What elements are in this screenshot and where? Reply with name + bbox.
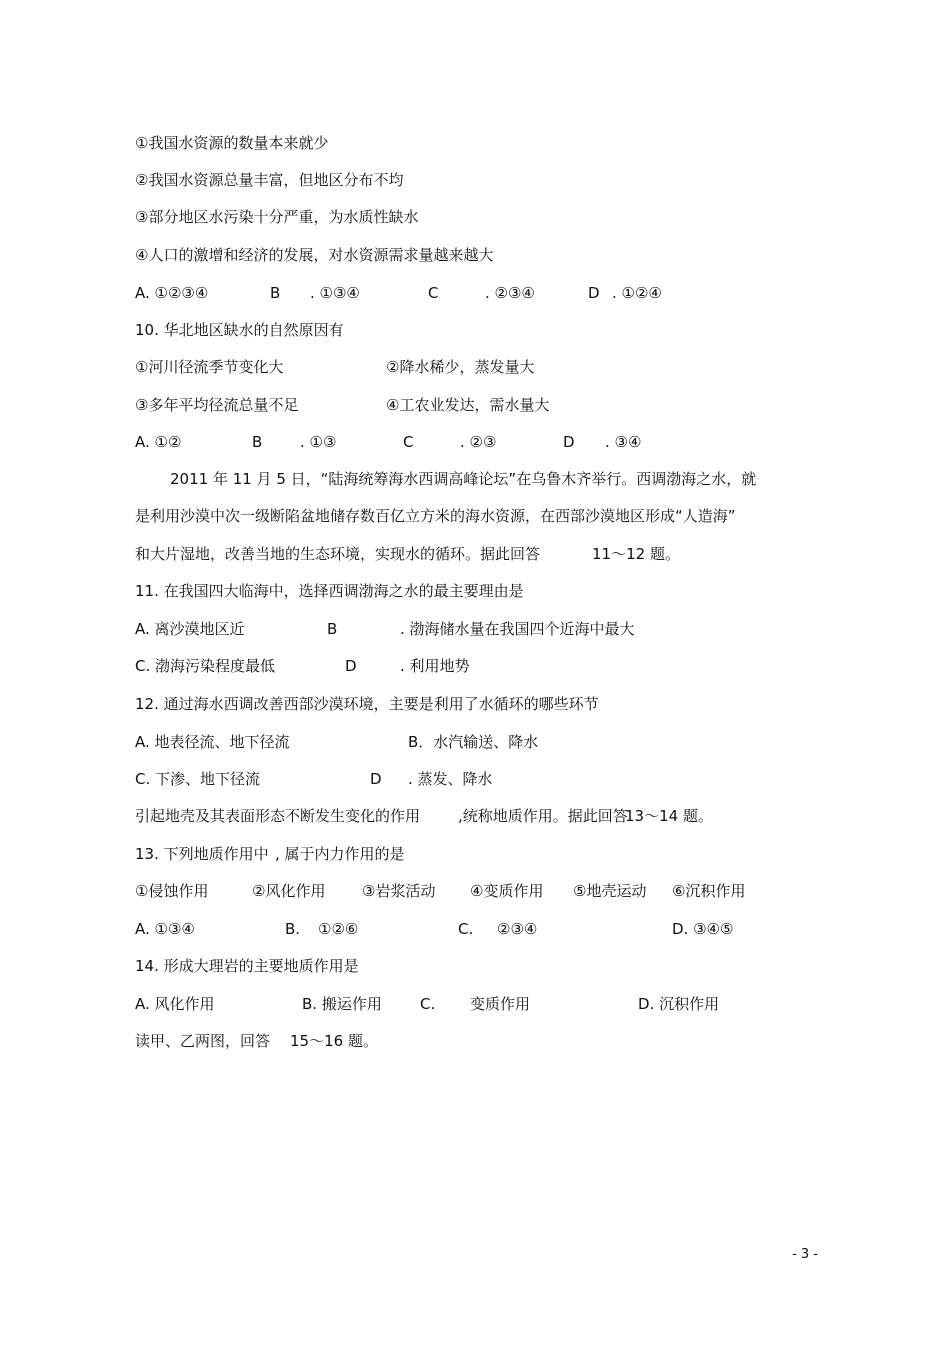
text-segment: ①我国水资源的数量本来就少 xyxy=(135,134,329,152)
text-segment: . ②③④ xyxy=(485,284,535,302)
text-segment: A. 地表径流、地下径流 xyxy=(135,733,290,751)
text-line xyxy=(0,689,950,719)
text-segment: . ①②④ xyxy=(612,284,662,302)
text-line xyxy=(0,501,950,531)
text-line xyxy=(0,128,950,158)
text-line xyxy=(0,576,950,606)
text-segment: C. xyxy=(458,920,474,938)
text-segment: B. xyxy=(285,920,301,938)
text-line xyxy=(0,352,950,382)
text-line xyxy=(0,1026,950,1056)
text-segment: . 利用地势 xyxy=(400,657,470,675)
text-segment: 13～14 题。 xyxy=(625,807,713,825)
text-segment: D xyxy=(345,657,357,675)
text-segment: ③岩浆活动 xyxy=(362,882,436,900)
text-segment: 14. 形成大理岩的主要地质作用是 xyxy=(135,957,359,975)
text-segment: D. ③④⑤ xyxy=(672,920,734,938)
text-segment: B．水汽输送、降水 xyxy=(408,733,539,751)
text-line xyxy=(0,464,950,494)
text-segment: ④工农业发达，需水量大 xyxy=(386,396,550,414)
text-line xyxy=(0,914,950,944)
text-segment: ⑤地壳运动 xyxy=(573,882,647,900)
text-segment: 2011 年 11 月 5 日，“陆海统筹海水西调高峰论坛”在乌鲁木齐举行。西调渤海之水，就 xyxy=(170,470,757,488)
text-segment: . ③④ xyxy=(605,433,642,451)
text-segment: 是利用沙漠中次一级断陷盆地储存数百亿立方米的海水资源，在西部沙漠地区形成“人造海” xyxy=(135,507,736,525)
text-segment: . ①③ xyxy=(300,433,337,451)
text-line xyxy=(0,614,950,644)
text-segment: ②我国水资源总量丰富，但地区分布不均 xyxy=(135,171,404,189)
text-segment: . 蒸发、降水 xyxy=(408,770,493,788)
text-segment: . ①③④ xyxy=(310,284,360,302)
page-number: - 3 - xyxy=(792,1247,818,1262)
text-segment: 11～12 题。 xyxy=(592,545,680,563)
text-segment: C. 渤海污染程度最低 xyxy=(135,657,276,675)
text-segment: D xyxy=(588,284,600,302)
text-segment: B xyxy=(270,284,281,302)
text-segment: C xyxy=(403,433,414,451)
text-segment: 和大片湿地，改善当地的生态环境，实现水的循环。据此回答 xyxy=(135,545,541,563)
text-line xyxy=(0,390,950,420)
text-segment: A. 风化作用 xyxy=(135,995,215,1013)
text-line xyxy=(0,427,950,457)
text-segment: ②③④ xyxy=(497,920,538,938)
text-segment: ①河川径流季节变化大 xyxy=(135,358,284,376)
text-segment: A. ①② xyxy=(135,433,182,451)
text-segment: 15～16 题。 xyxy=(290,1032,378,1050)
text-segment: 变质作用 xyxy=(470,995,531,1013)
text-line xyxy=(0,951,950,981)
text-segment: D. 沉积作用 xyxy=(638,995,720,1013)
text-segment: ③多年平均径流总量不足 xyxy=(135,396,299,414)
text-line xyxy=(0,165,950,195)
text-line xyxy=(0,539,950,569)
text-segment: B. 搬运作用 xyxy=(302,995,382,1013)
text-segment: ④人口的激增和经济的发展，对水资源需求量越来越大 xyxy=(135,246,494,264)
text-segment: ②降水稀少，蒸发量大 xyxy=(386,358,535,376)
text-segment: . 渤海储水量在我国四个近海中最大 xyxy=(400,620,635,638)
text-segment: 引起地壳及其表面形态不断发生变化的作用 xyxy=(135,807,421,825)
text-line xyxy=(0,315,950,345)
text-line xyxy=(0,801,950,831)
text-line xyxy=(0,202,950,232)
text-segment: ①侵蚀作用 xyxy=(135,882,209,900)
text-segment: ②风化作用 xyxy=(252,882,326,900)
text-segment: ④变质作用 xyxy=(470,882,544,900)
text-segment: ⑥沉积作用 xyxy=(672,882,746,900)
text-segment: C xyxy=(428,284,439,302)
text-line xyxy=(0,839,950,869)
text-segment: , 属于内力作用的是 xyxy=(275,845,405,863)
text-line xyxy=(0,876,950,906)
text-segment: 11. 在我国四大临海中，选择西调渤海之水的最主要理由是 xyxy=(135,582,524,600)
text-line xyxy=(0,764,950,794)
text-line xyxy=(0,727,950,757)
text-segment: C. 下渗、地下径流 xyxy=(135,770,261,788)
text-segment: A. ①②③④ xyxy=(135,284,209,302)
text-segment: ③部分地区水污染十分严重，为水质性缺水 xyxy=(135,208,419,226)
text-line xyxy=(0,240,950,270)
text-segment: A. 离沙漠地区近 xyxy=(135,620,245,638)
text-line xyxy=(0,989,950,1019)
text-segment: 10. 华北地区缺水的自然原因有 xyxy=(135,321,344,339)
text-segment: 12. 通过海水西调改善西部沙漠环境，主要是利用了水循环的哪些环节 xyxy=(135,695,599,713)
text-segment: . ②③ xyxy=(460,433,497,451)
text-segment: 读甲、乙两图，回答 xyxy=(135,1032,271,1050)
text-segment: A. ①③④ xyxy=(135,920,195,938)
text-line xyxy=(0,651,950,681)
text-segment: ,统称地质作用。据此回答 xyxy=(458,807,628,825)
text-segment: D xyxy=(563,433,575,451)
text-segment: D xyxy=(370,770,382,788)
text-segment: 13. 下列地质作用中 xyxy=(135,845,269,863)
text-segment: ①②⑥ xyxy=(318,920,359,938)
text-line xyxy=(0,278,950,308)
text-segment: B xyxy=(252,433,263,451)
text-segment: B xyxy=(327,620,338,638)
text-segment: C. xyxy=(420,995,436,1013)
